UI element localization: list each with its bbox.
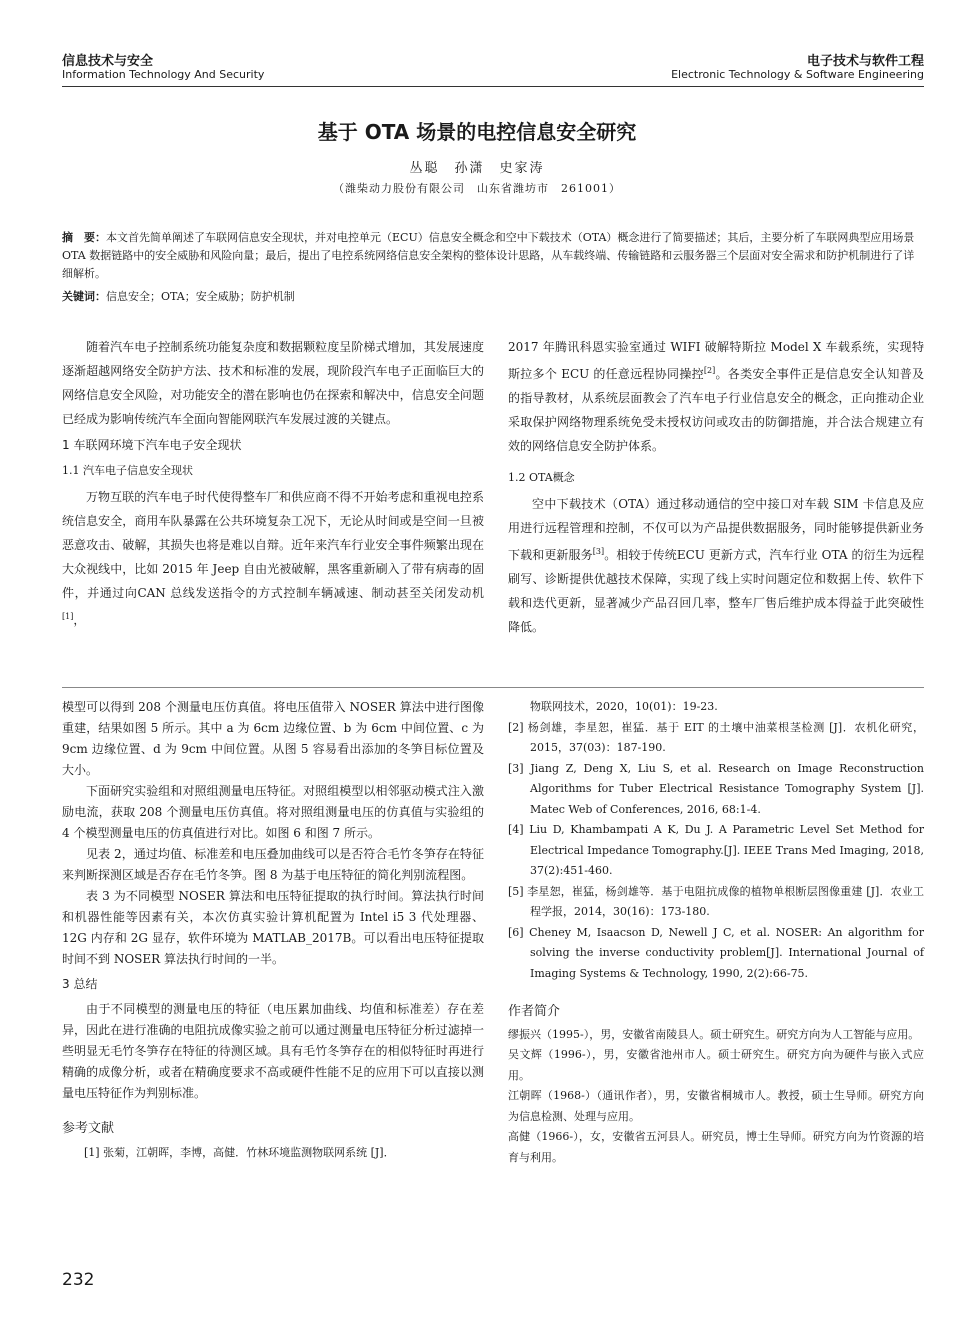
conclusion-paragraph: 由于不同模型的测量电压的特征（电压累加曲线、均值和标准差）存在差异，因此在进行准确的电阻抗成像实验之前可以通过测量电压特征分析过滤掉一些明显无毛竹冬笋存在特征的待测区域。具有毛竹冬笋存在的相似特征时再进行精确的成像分析，或者在精确度要求不高或硬件性能不足的应用下可以直接以测量电压特征作为判别标准。 <box>62 1002 484 1100</box>
author-bio-heading: 作者简介 <box>508 1004 561 1019</box>
paper-affiliation: （潍柴动力股份有限公司 山东省潍坊市 261001） <box>333 182 621 195</box>
left-column-bottom <box>62 697 484 1163</box>
abstract <box>62 229 924 283</box>
author-bio: 江朝晖（1968-）（通讯作者），男，安徽省桐城市人。教授，硕士生导师。研究方向为信息检测、处理与应用。 <box>508 1089 924 1123</box>
paper-authors: 丛聪 孙潇 史家涛 <box>409 161 545 176</box>
journal-name-cn: 电子技术与软件工程 <box>806 54 924 69</box>
keywords-text: 信息安全；OTA；安全威胁；防护机制 <box>106 290 295 303</box>
section-1-heading: 1 车联网环境下汽车电子安全现状 <box>62 438 242 452</box>
page-divider <box>62 687 924 688</box>
journal-section-cn: 信息技术与安全 <box>62 54 154 69</box>
journal-name-en: Electronic Technology & Software Engineering <box>671 68 924 81</box>
section-1-2-heading: 1.2 OTA概念 <box>508 471 575 484</box>
reference-item-continued: 物联网技术，2020，10(01)：19-23. <box>530 700 718 713</box>
section-1-1-heading: 1.1 汽车电子信息安全现状 <box>62 464 193 477</box>
reference-item: [3] Jiang Z, Deng X, Liu S, et al. Research on Image Reconstruction Algorithms for Tuber Electrical Resistance Tomography System [J]. Matec Web of Conferences, 2016, 68:1-4. <box>508 761 924 816</box>
author-bio: 吴文辉（1996-），男，安徽省池州市人。硕士研究生。研究方向为硬件与嵌入式应用。 <box>508 1048 924 1082</box>
section-3-heading: 3 总结 <box>62 977 98 991</box>
references-heading: 参考文献 <box>62 1121 115 1136</box>
section-1-1-continued: 2017 年腾讯科恩实验室通过 WIFI 破解特斯拉 Model X 车载系统，实现特斯拉多个 ECU 的任意远程协同操控[2]。各类安全事件正是信息安全认知普及的指导教材，从系统层面教会了汽车电子行业信息安全的概念，正向推动企业采取保护网络物理系统免受未授权访问或攻击的防御措施，并合法合规建立有效的网络信息安全防护体系。 <box>508 340 924 453</box>
reference-item: [1] 张菊，江朝晖，李博，高健．竹林环境监测物联网系统 [J]． <box>84 1146 395 1159</box>
section-1-2-paragraph: 空中下载技术（OTA）通过移动通信的空中接口对车载 SIM 卡信息及应用进行远程管理和控制，不仅可以为产品提供数据服务，同时能够提供新业务下载和更新服务[3]。相较于传统ECU 更新方式，汽车行业 OTA 的衍生为远程刷写、诊断提供优越技术保障，实现了线上实时问题定位和数据上传、软件下载和迭代更新，显著减少产品召回几率，整车厂售后维护成本得益于此突破性降低。 <box>508 497 924 634</box>
section-1-1-paragraph: 万物互联的汽车电子时代使得整车厂和供应商不得不开始考虑和重视电控系统信息安全，商用车队暴露在公共环境复杂工况下，无论从时间或是空间一旦被恶意攻击、破解，其损失也将是难以自辩。近年来汽车行业安全事件频繁出现在大众视线中，比如 2015 年 Jeep 自由光被破解，黑客重新刷入了带有病毒的固件，并通过向CAN 总线发送指令的方式控制车辆减速、制动甚至关闭发动机[1]， <box>62 490 484 627</box>
left-column-top <box>62 335 484 632</box>
paper-title: 基于 OTA 场景的电控信息安全研究 <box>317 120 637 144</box>
paragraph: 见表 2，通过均值、标准差和电压叠加曲线可以是否符合毛竹冬笋存在特征来判断探测区域是否存在毛竹冬笋。图 8 为基于电压特征的简化判别流程图。 <box>62 847 484 882</box>
journal-section-en: Information Technology And Security <box>62 68 265 81</box>
reference-item: [6] Cheney M, Isaacson D, Newell J C, et al. NOSER: An algorithm for solving the inverse conductivity problem[J]. International Journal of Imaging Systems & Technology, 1990, 2(2):66-75. <box>508 925 924 980</box>
reference-item: [4] Liu D, Khambampati A K, Du J. A Parametric Level Set Method for Electrical Impedance Tomography.[J]. IEEE Trans Med Imaging, 2018, 37(2):451-460. <box>508 823 924 877</box>
intro-paragraph: 随着汽车电子控制系统功能复杂度和数据颗粒度呈阶梯式增加，其发展速度逐渐超越网络安全防护方法、技术和标准的发展，现阶段汽车电子正面临巨大的网络信息安全风险，对功能安全的潜在影响也仍在探索和解决中，信息安全问题已经成为影响传统汽车全面向智能网联汽车发展过渡的关键点。 <box>62 340 484 426</box>
author-bio: 缪振兴（1995-），男，安徽省南陵县人。硕士研究生。研究方向为人工智能与应用。 <box>508 1027 920 1041</box>
reference-item: [2] 杨剑雄，李星恕，崔猛．基于 EIT 的土壤中油菜根茎检测 [J]．农机化研究，2015，37(03)：187-190. <box>508 720 924 754</box>
keywords <box>62 288 924 306</box>
paragraph: 模型可以得到 208 个测量电压仿真值。将电压值带入 NOSER 算法中进行图像重建，结果如图 5 所示。其中 a 为 6cm 边缘位置、b 为 6cm 中间位置、c 为 9cm 边缘位置、d 为 9cm 中间位置。从图 5 容易看出添加的冬笋目标位置及大小。 <box>62 700 484 777</box>
reference-item: [5] 李星恕，崔猛，杨剑雄等．基于电阻抗成像的植物单根断层图像重建 [J]．农业工程学报，2014，30(16)：173-180. <box>508 884 924 918</box>
paragraph: 表 3 为不同模型 NOSER 算法和电压特征提取的执行时间。算法执行时间和机器性能等因素有关，本次仿真实验计算机配置为 Intel i5 3 代处理器、12G 内存和 2G 显存，软件环境为 MATLAB_2017B。可以看出电压特征提取时间不到 NOSER 算法执行时间的一半。 <box>62 889 484 966</box>
right-column-top <box>508 335 924 639</box>
page-number: 232 <box>62 1270 95 1290</box>
right-column-bottom <box>508 697 924 1168</box>
author-bio: 高健（1966-），女，安徽省五河县人。研究员，博士生导师。研究方向为竹资源的培育与利用。 <box>508 1130 924 1164</box>
header-divider <box>62 86 924 87</box>
abstract-label: 摘 要： <box>62 231 106 244</box>
paragraph: 下面研究实验组和对照组测量电压特征。对照组模型以相邻驱动模式注入激励电流，获取 208 个测量电压仿真值。将对照组测量电压的仿真值与实验组的 4 个模型测量电压的仿真值进行对比。如图 6 和图 7 所示。 <box>62 784 484 840</box>
abstract-text: 本文首先简单阐述了车联网信息安全现状，并对电控单元（ECU）信息安全概念和空中下载技术（OTA）概念进行了简要描述；其后，主要分析了车联网典型应用场景 OTA 数据链路中的安全威胁和风险向量；最后，提出了电控系统网络信息安全架构的整体设计思路，从车载终端、传输链路和云服务器三个层面对安全需求和防护机制进行了详细解析。 <box>62 231 915 280</box>
keywords-label: 关键词： <box>62 290 106 303</box>
